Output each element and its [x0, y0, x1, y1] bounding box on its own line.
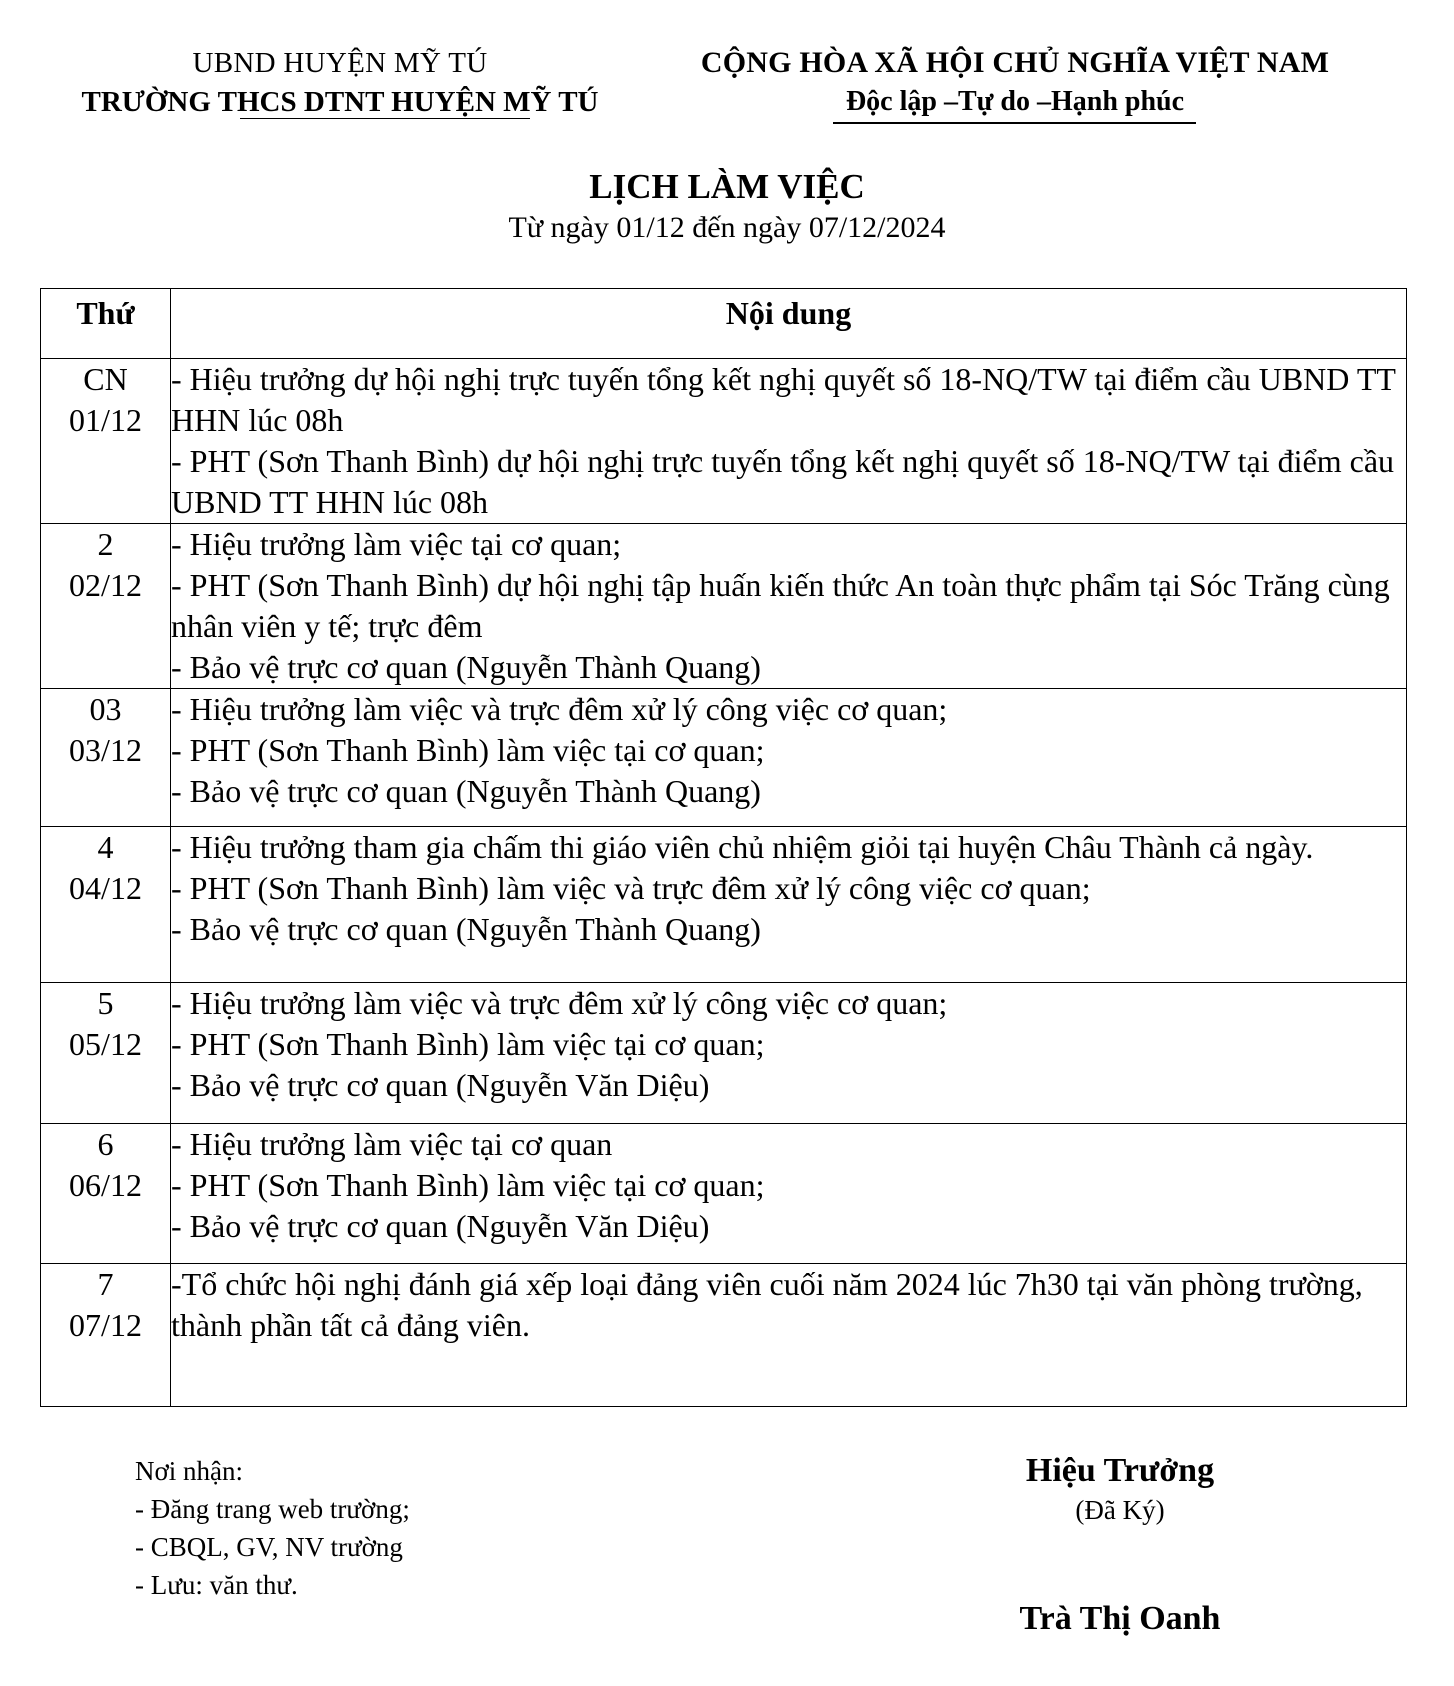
task-line: - Bảo vệ trực cơ quan (Nguyễn Văn Diệu) [171, 1208, 710, 1244]
content-cell [171, 689, 1407, 827]
schedule-table [40, 288, 1407, 1407]
recipients-heading: Nơi nhận: [135, 1456, 244, 1486]
motto-underline [833, 122, 1196, 124]
task-line: - Bảo vệ trực cơ quan (Nguyễn Thành Quang) [171, 911, 761, 947]
table-row [41, 1264, 1407, 1407]
recipient-item: - Đăng trang web trường; [135, 1494, 410, 1524]
recipients-block [135, 1452, 735, 1604]
content-cell [171, 359, 1407, 524]
task-line: -Tổ chức hội nghị đánh giá xếp loại đảng viên cuối năm 2024 lúc 7h30 tại văn phòng trường, thành phần tất cả đảng viên. [171, 1266, 1363, 1343]
date-range: Từ ngày 01/12 đến ngày 07/12/2024 [508, 211, 946, 244]
task-line: - Hiệu trưởng làm việc tại cơ quan; [171, 526, 622, 562]
date: 03/12 [69, 732, 142, 768]
weekday: 6 [97, 1126, 114, 1162]
date: 06/12 [69, 1167, 142, 1203]
document-title-block [0, 166, 1454, 248]
table-header-row [41, 289, 1407, 359]
task-line: - PHT (Sơn Thanh Bình) làm việc tại cơ quan; [171, 1167, 765, 1203]
task-line: - PHT (Sơn Thanh Bình) làm việc tại cơ quan; [171, 732, 765, 768]
national-header [650, 44, 1380, 122]
task-line: - PHT (Sơn Thanh Bình) dự hội nghị trực tuyến tổng kết nghị quyết số 18-NQ/TW tại điểm cầu UBND TT HHN lúc 08h [171, 443, 1395, 520]
day-cell [41, 359, 171, 524]
table-row [41, 983, 1407, 1124]
table-row [41, 359, 1407, 524]
weekday: CN [83, 361, 128, 397]
header-day: Thứ [41, 289, 171, 359]
recipient-item: - Lưu: văn thư. [135, 1570, 298, 1600]
signer-role: Hiệu Trưởng [1025, 1452, 1215, 1489]
national-motto: Độc lập –Tự do –Hạnh phúc [845, 86, 1185, 117]
date: 07/12 [69, 1307, 142, 1343]
document-title: LỊCH LÀM VIỆC [589, 167, 865, 206]
school-name-underline [240, 118, 530, 119]
task-line: - Bảo vệ trực cơ quan (Nguyễn Thành Quang) [171, 649, 761, 685]
weekday: 7 [97, 1266, 114, 1302]
signature-status: (Đã Ký) [1075, 1495, 1165, 1525]
day-cell [41, 1124, 171, 1264]
task-line: - Hiệu trưởng làm việc và trực đêm xử lý công việc cơ quan; [171, 691, 948, 727]
task-line: - Hiệu trưởng dự hội nghị trực tuyến tổng kết nghị quyết số 18-NQ/TW tại điểm cầu UBND TT HHN lúc 08h [171, 361, 1396, 438]
day-cell [41, 827, 171, 983]
header-content: Nội dung [171, 289, 1407, 359]
date: 05/12 [69, 1026, 142, 1062]
recipient-item: - CBQL, GV, NV trường [135, 1532, 403, 1562]
signature-block [960, 1450, 1280, 1637]
task-line: - Hiệu trưởng làm việc và trực đêm xử lý công việc cơ quan; [171, 985, 948, 1021]
day-cell [41, 983, 171, 1124]
date: 04/12 [69, 870, 142, 906]
content-cell [171, 1264, 1407, 1407]
task-line: - PHT (Sơn Thanh Bình) làm việc và trực đêm xử lý công việc cơ quan; [171, 870, 1091, 906]
national-title: CỘNG HÒA XÃ HỘI CHỦ NGHĨA VIỆT NAM [700, 46, 1330, 79]
task-line: - PHT (Sơn Thanh Bình) dự hội nghị tập huấn kiến thức An toàn thực phẩm tại Sóc Trăng cùng nhân viên y tế; trực đêm [171, 567, 1390, 644]
day-cell [41, 1264, 171, 1407]
date: 02/12 [69, 567, 142, 603]
weekday: 2 [97, 526, 114, 562]
weekday: 5 [97, 985, 114, 1021]
task-line: - Hiệu trưởng tham gia chấm thi giáo viên chủ nhiệm giỏi tại huyện Châu Thành cả ngày. [171, 829, 1314, 865]
day-cell [41, 524, 171, 689]
table-row [41, 827, 1407, 983]
date: 01/12 [69, 402, 142, 438]
table-row [41, 1124, 1407, 1264]
content-cell [171, 983, 1407, 1124]
content-cell [171, 827, 1407, 983]
issuing-organization [40, 44, 640, 122]
weekday: 03 [89, 691, 122, 727]
content-cell [171, 524, 1407, 689]
table-row [41, 689, 1407, 827]
signer-name: Trà Thị Oanh [1019, 1600, 1221, 1637]
day-cell [41, 689, 171, 827]
table-row [41, 524, 1407, 689]
content-cell [171, 1124, 1407, 1264]
task-line: - Bảo vệ trực cơ quan (Nguyễn Thành Quang) [171, 773, 761, 809]
task-line: - Hiệu trưởng làm việc tại cơ quan [171, 1126, 613, 1162]
weekday: 4 [97, 829, 114, 865]
task-line: - PHT (Sơn Thanh Bình) làm việc tại cơ quan; [171, 1026, 765, 1062]
district-committee-name: UBND HUYỆN MỸ TÚ [192, 47, 488, 79]
school-name: TRƯỜNG THCS DTNT HUYỆN MỸ TÚ [81, 86, 599, 118]
task-line: - Bảo vệ trực cơ quan (Nguyễn Văn Diệu) [171, 1067, 710, 1103]
